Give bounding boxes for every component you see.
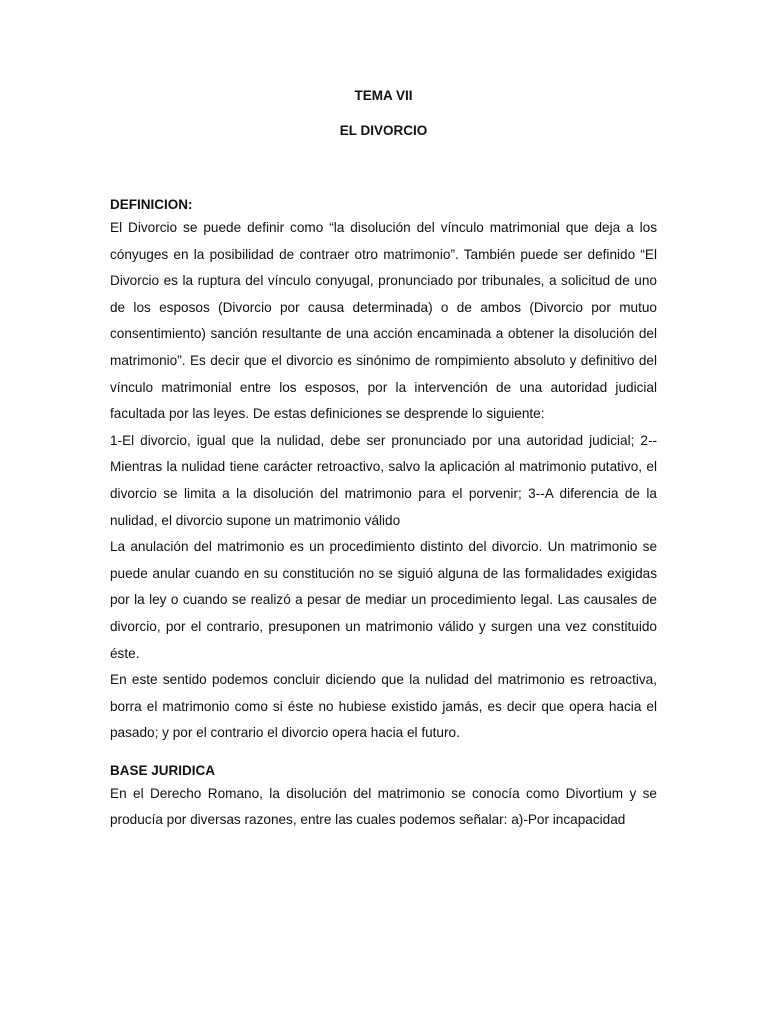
paragraph-definition: El Divorcio se puede definir como “la disolución del vínculo matrimonial que deja a los cónyuges en la posibilidad de contraer otro matrimonio”. También puede ser definido “El Divorcio es la ruptura del vínculo conyugal, pronunciado por tribunales, a solicitud de uno de los esposos (Divorcio por causa determinada) o de ambos (Divorcio por mutuo consentimiento) sanción resultante de una acción encaminada a obtener la disolución del matrimonio”. Es decir que el divorcio es sinónimo de rompimiento absoluto y definitivo del vínculo matrimonial entre los esposos, por la intervención de una autoridad judicial facultada por las leyes. De estas definiciones se desprende lo siguiente: xyxy=(110,220,657,422)
paragraph-roman-law: En el Derecho Romano, la disolución del matrimonio se conocía como Divortium y se producía por diversas razones, entre las cuales podemos señalar: a)-Por incapacidad xyxy=(110,785,657,828)
section-heading-base-juridica: BASE JURIDICA xyxy=(110,762,216,778)
section-heading-definicion: DEFINICION: xyxy=(110,197,193,212)
paragraph-conclusion: En este sentido podemos concluir diciendo que la nulidad del matrimonio es retroactiva, borra el matrimonio como si éste no hubiese existido jamás, es decir que opera hacia el pasado; y por el contrario el divorcio opera hacia el futuro. xyxy=(110,672,657,741)
document-title: TEMA VII xyxy=(354,88,413,103)
paragraph-annulment: La anulación del matrimonio es un procedimiento distinto del divorcio. Un matrimonio se puede anular cuando en su constitución no se siguió alguna de las formalidades exigidas por la ley o cuando se realizó a pesar de mediar un procedimiento legal. Las causales de divorcio, por el contrario, presuponen un matrimonio válido y surgen una vez constituido éste. xyxy=(110,539,657,661)
paragraph-consequences: 1-El divorcio, igual que la nulidad, debe ser pronunciado por una autoridad judicial; 2--Mientras la nulidad tiene carácter retroactivo, salvo la aplicación al matrimonio putativo, el divorcio se limita a la disolución del matrimonio para el porvenir; 3--A diferencia de la nulidad, el divorcio supone un matrimonio válido xyxy=(110,432,657,528)
document-content xyxy=(110,86,657,834)
document-subtitle: EL DIVORCIO xyxy=(339,123,428,138)
